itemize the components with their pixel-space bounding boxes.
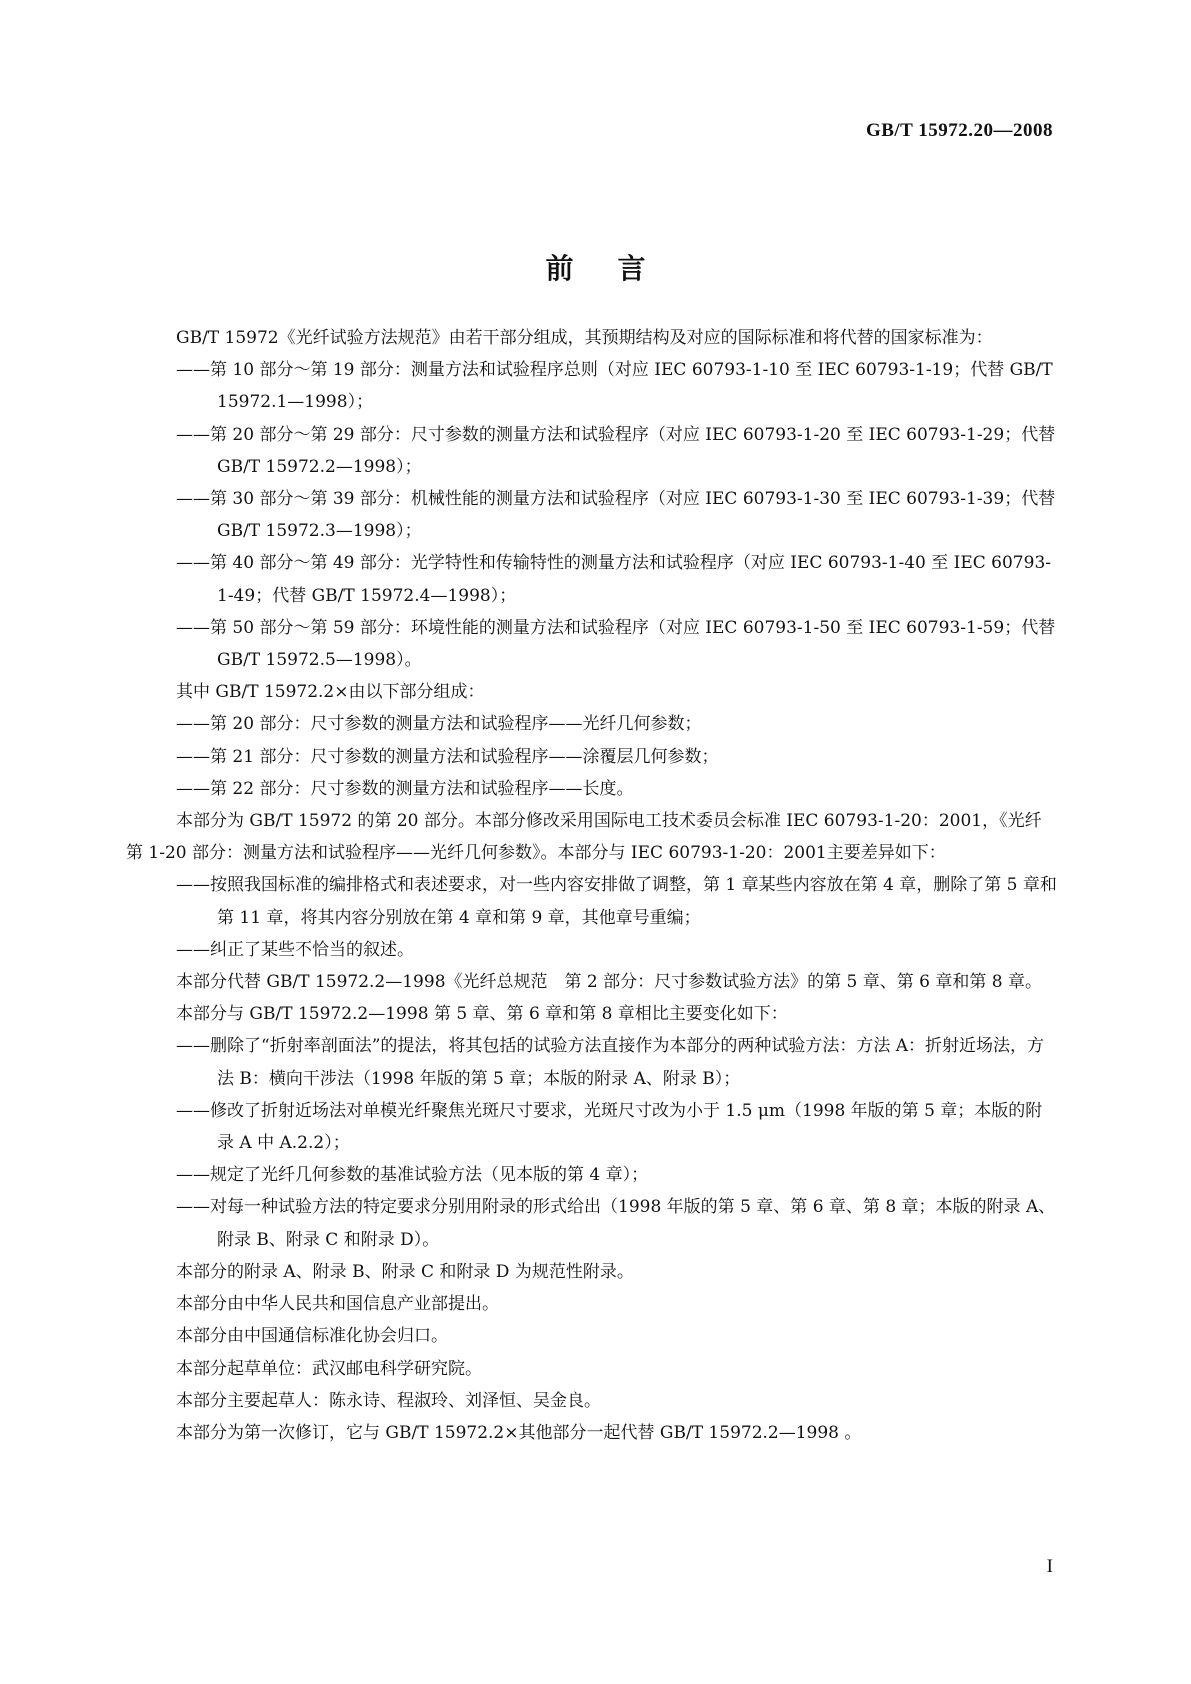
- paragraph: 本部分的附录 A、附录 B、附录 C 和附录 D 为规范性附录。: [176, 1261, 634, 1282]
- list-item: ——第 21 部分：尺寸参数的测量方法和试验程序——涂覆层几何参数；: [176, 746, 719, 767]
- paragraph: GB/T 15972《光纤试验方法规范》由若干部分组成，其预期结构及对应的国际标准和将代替的国家标准为：: [176, 328, 993, 348]
- paragraph: 本部分与 GB/T 15972.2—1998 第 5 章、第 6 章和第 8 章相比主要变化如下：: [176, 1004, 788, 1025]
- paragraph: 本部分代替 GB/T 15972.2—1998《光纤总规范 第 2 部分：尺寸参数试验方法》的第 5 章、第 6 章和第 8 章。: [176, 972, 1043, 993]
- list-item: ——纠正了某些不恰当的叙述。: [176, 939, 414, 960]
- list-item: ——第 40 部分～第 49 部分：光学特性和传输特性的测量方法和试验程序（对应 IEC 60793-1-40 至 IEC 60793-1-49；代替 GB/T 15972.4—1998）；: [176, 553, 1052, 606]
- paragraph: 本部分为 GB/T 15972 的第 20 部分。本部分修改采用国际电工技术委员会标准 IEC 60793-1-20：2001，《光纤 第 1-20 部分：测量方法和试验程序——光纤几何参数》。本部分与 IEC 60793-1-20：2001主要差异如下：: [126, 811, 1059, 864]
- list-item: ——第 20 部分：尺寸参数的测量方法和试验程序——光纤几何参数；: [176, 714, 702, 735]
- list-item: ——规定了光纤几何参数的基准试验方法（见本版的第 4 章）；: [176, 1165, 649, 1186]
- list-item: ——修改了折射近场法对单模光纤聚焦光斑尺寸要求，光斑尺寸改为小于 1.5 μm（1998 年版的第 5 章；本版的附录 A 中 A.2.2）；: [176, 1100, 1043, 1154]
- list-item: ——第 22 部分：尺寸参数的测量方法和试验程序——长度。: [176, 778, 634, 799]
- paragraph: 本部分由中华人民共和国信息产业部提出。: [176, 1294, 499, 1315]
- foreword-body: [126, 322, 1059, 1449]
- paragraph: 本部分由中国通信标准化协会归口。: [176, 1326, 448, 1347]
- list-item: ——第 10 部分～第 19 部分：测量方法和试验程序总则（对应 IEC 60793-1-10 至 IEC 60793-1-19；代替 GB/T 15972.1—1998）；: [176, 360, 1053, 413]
- paragraph: 本部分为第一次修订，它与 GB/T 15972.2×其他部分一起代替 GB/T 15972.2—1998 。: [176, 1422, 862, 1443]
- list-item: ——第 30 部分～第 39 部分：机械性能的测量方法和试验程序（对应 IEC 60793-1-30 至 IEC 60793-1-39；代替 GB/T 15972.3—1998）；: [176, 489, 1056, 542]
- list-item: ——第 20 部分～第 29 部分：尺寸参数的测量方法和试验程序（对应 IEC 60793-1-20 至 IEC 60793-1-29；代替 GB/T 15972.2—1998）；: [176, 424, 1056, 477]
- list-item: ——对每一种试验方法的特定要求分别用附录的形式给出（1998 年版的第 5 章、第 6 章、第 8 章；本版的附录 A、附录 B、附录 C 和附录 D）。: [176, 1197, 1056, 1250]
- paragraph: 其中 GB/T 15972.2×由以下部分组成：: [176, 682, 485, 703]
- standard-code: GB/T 15972.20—2008: [865, 120, 1053, 141]
- page-title: 前言: [545, 251, 690, 285]
- list-item: ——删除了“折射率剖面法”的提法，将其包括的试验方法直接作为本部分的两种试验方法：方法 A：折射近场法，方法 B：横向干涉法（1998 年版的第 5 章；本版的附录 A、附录 B）；: [176, 1036, 1045, 1089]
- list-item: ——第 50 部分～第 59 部分：环境性能的测量方法和试验程序（对应 IEC 60793-1-50 至 IEC 60793-1-59；代替 GB/T 15972.5—1998）。: [176, 617, 1056, 671]
- list-item: ——按照我国标准的编排格式和表述要求，对一些内容安排做了调整，第 1 章某些内容放在第 4 章，删除了第 5 章和第 11 章，将其内容分别放在第 4 章和第 9 章，其他章号重编；: [176, 875, 1057, 928]
- paragraph: 本部分起草单位：武汉邮电科学研究院。: [176, 1358, 482, 1379]
- page-number: I: [1046, 1556, 1053, 1577]
- paragraph: 本部分主要起草人：陈永诗、程淑玲、刘泽恒、吴金良。: [176, 1390, 601, 1411]
